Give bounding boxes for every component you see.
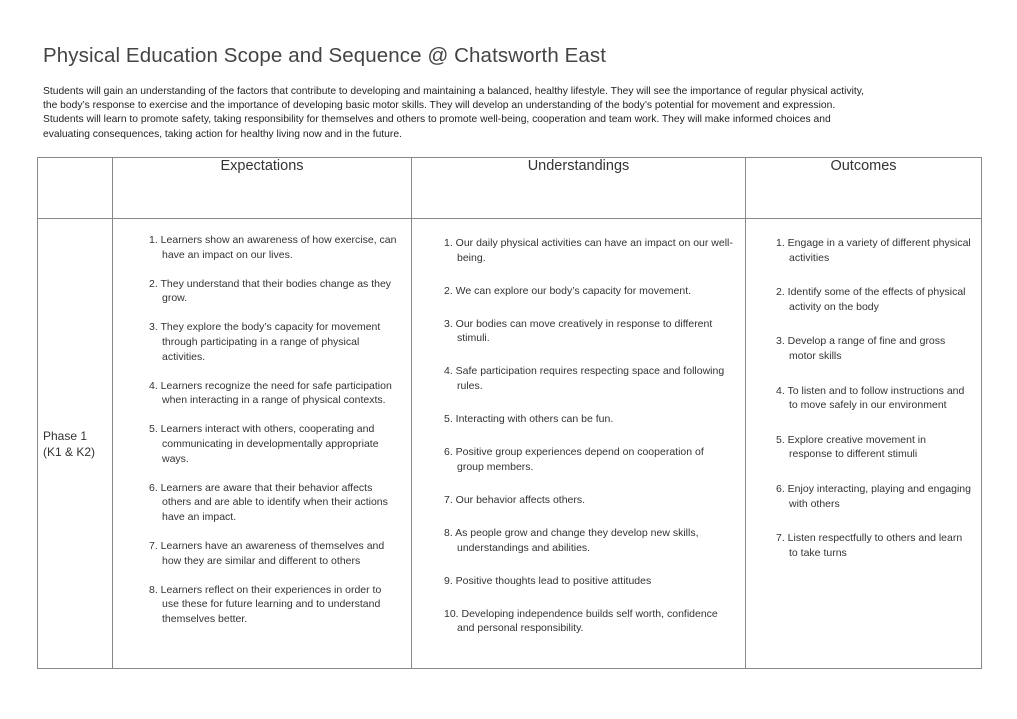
intro-line: Students will learn to promote safety, taking responsibility for themselves and others to promote well-being, cooperation and team work. They will make informed choices and: [43, 114, 831, 126]
outcomes-cell: [746, 219, 982, 669]
phase-grades: (K1 & K2): [43, 444, 96, 459]
header-understandings: Understandings: [412, 158, 746, 219]
understanding-item: 10. Developing independence builds self worth, confidence and personal responsibility.: [444, 607, 718, 635]
understanding-item: 2. We can explore our body’s capacity for movement.: [444, 284, 692, 297]
phase-1-row: [38, 219, 982, 669]
understanding-item: 6. Positive group experiences depend on cooperation of group members.: [444, 446, 704, 473]
intro-paragraph: [43, 85, 973, 142]
outcome-item: 5. Explore creative movement in response to different stimuli: [776, 433, 926, 461]
expectation-item: 1. Learners show an awareness of how exercise, can have an impact on our lives.: [149, 234, 397, 261]
expectation-item: 7. Learners have an awareness of themselves and how they are similar and different to others: [149, 539, 385, 567]
expectation-item: 2. They understand that their bodies change as they grow.: [149, 277, 392, 305]
understanding-item: 1. Our daily physical activities can have an impact on our well-being.: [444, 237, 733, 264]
expectation-item: 8. Learners reflect on their experiences in order to use these for future learning and to understand themselves better.: [149, 583, 382, 625]
intro-line: Students will gain an understanding of the factors that contribute to developing and maintaining a balanced, healthy lifestyle. They will see the importance of regular physical activity,: [43, 86, 864, 97]
expectation-item: 6. Learners are aware that their behavior affects others and are able to identify when their actions have an impact.: [149, 481, 388, 523]
intro-line: the body’s response to exercise and the importance of developing basic motor skills. They will develop an understanding of the body’s potential for movement and expression.: [43, 100, 836, 112]
outcome-item: 2. Identify some of the effects of physical activity on the body: [776, 286, 966, 313]
understanding-item: 7. Our behavior affects others.: [444, 493, 586, 506]
phase-label: Phase 1: [43, 428, 88, 443]
expectation-item: 5. Learners interact with others, cooperating and communicating in developmentally appropriate ways.: [149, 423, 379, 465]
expectations-list: [113, 219, 411, 626]
outcomes-list: [746, 219, 981, 560]
outcome-item: 1. Engage in a variety of different physical activities: [776, 237, 971, 264]
expectation-item: 3. They explore the body’s capacity for movement through participating in a range of physical activities.: [149, 321, 381, 363]
expectation-item: 4. Learners recognize the need for safe participation when interacting in a range of physical contexts.: [149, 379, 392, 407]
page-title: Physical Education Scope and Sequence @ Chatsworth East: [43, 44, 607, 67]
intro-line: evaluating consequences, taking action for healthy living now and in the future.: [43, 128, 402, 140]
understanding-item: 9. Positive thoughts lead to positive attitudes: [444, 574, 652, 587]
outcome-item: 4. To listen and to follow instructions and to move safely in our environment: [776, 384, 965, 412]
scope-sequence-table: [37, 157, 982, 669]
header-expectations: Expectations: [113, 158, 412, 219]
outcome-item: 6. Enjoy interacting, playing and engaging with others: [776, 482, 971, 510]
understanding-item: 5. Interacting with others can be fun.: [444, 413, 614, 426]
understanding-item: 4. Safe participation requires respecting space and following rules.: [444, 365, 725, 393]
header-row: [38, 158, 982, 219]
header-blank-cell: [38, 158, 113, 219]
expectations-cell: [113, 219, 412, 669]
outcome-item: 3. Develop a range of fine and gross motor skills: [776, 335, 946, 362]
understandings-cell: [412, 219, 746, 669]
understanding-item: 3. Our bodies can move creatively in response to different stimuli.: [444, 317, 713, 345]
understanding-item: 8. As people grow and change they develop new skills, understandings and abilities.: [444, 527, 699, 554]
header-outcomes: Outcomes: [746, 158, 982, 219]
outcome-item: 7. Listen respectfully to others and learn to take turns: [776, 532, 963, 559]
understandings-list: [412, 219, 745, 636]
phase-label-cell: [38, 219, 113, 669]
